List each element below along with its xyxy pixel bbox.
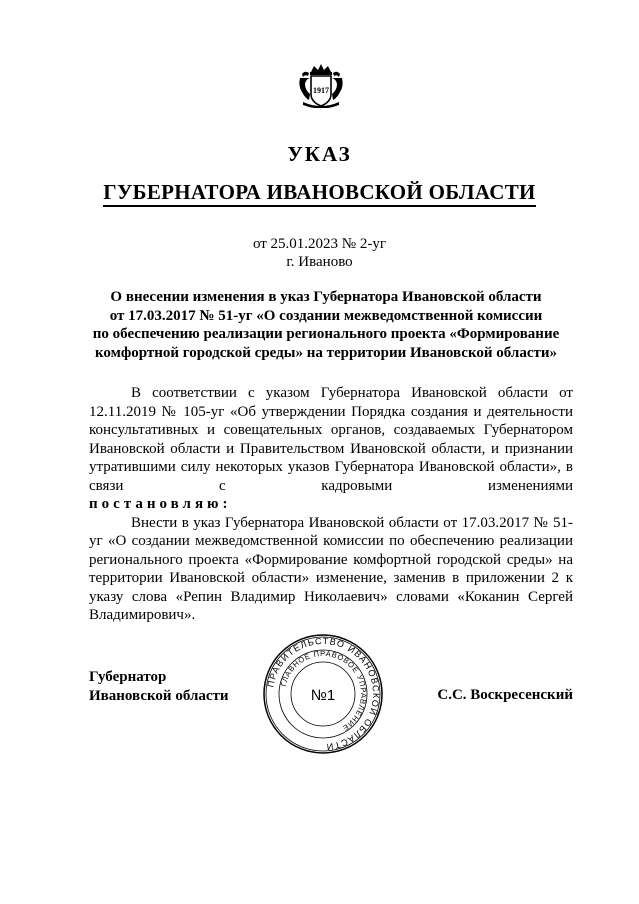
emblem-year: 1917 bbox=[313, 86, 329, 95]
coat-of-arms-emblem bbox=[297, 64, 345, 108]
subject-line: О внесении изменения в указ Губернатора Ивановской области bbox=[110, 289, 542, 305]
stamp-outer-text: ПРАВИТЕЛЬСТВО ИВАНОВСКОЙ ОБЛАСТИ bbox=[265, 635, 382, 753]
subject-line: от 17.03.2017 № 51-уг «О создании межведомственной комиссии bbox=[109, 307, 543, 324]
issuer-heading-text: ГУБЕРНАТОРА ИВАНОВСКОЙ ОБЛАСТИ bbox=[103, 180, 535, 207]
decree-body bbox=[89, 384, 573, 625]
subject-line: по обеспечению реализации регионального проекта «Формирование bbox=[92, 326, 560, 342]
stamp-inner-text: ГЛАВНОЕ ПРАВОВОЕ УПРАВЛЕНИЕ bbox=[278, 648, 369, 734]
subject-line: комфортной городской среды» на территории Ивановской области» bbox=[94, 344, 558, 361]
place: г. Иваново bbox=[286, 254, 353, 270]
preamble-paragraph: В соответствии с указом Губернатора Ивановской области от 12.11.2019 № 105-уг «Об утверждении Порядка создания и деятельности консультативных и совещательных органов, создаваемых Губернатором Ивановской области и Правительством Ивановской области, и признании утратившими силу некоторых указов Губернатора Ивановской области», в связи с кадровыми изменениями bbox=[89, 385, 573, 494]
decree-word-paragraph bbox=[89, 495, 573, 514]
decree-word: постановляю: bbox=[89, 496, 232, 512]
document-type-heading: УКАЗ bbox=[287, 142, 352, 166]
date-and-number: от 25.01.2023 № 2-уг bbox=[252, 236, 387, 252]
position-line: Губернатор bbox=[89, 669, 167, 685]
issuer-heading bbox=[0, 180, 639, 205]
decree-subject bbox=[86, 288, 566, 362]
stamp-number: №1 bbox=[310, 687, 336, 704]
signatory-position bbox=[89, 668, 229, 706]
position-line: Ивановской области bbox=[89, 688, 229, 704]
official-stamp bbox=[262, 633, 384, 755]
signatory-name: С.С. Воскресенский bbox=[437, 687, 573, 703]
operative-paragraph: Внести в указ Губернатора Ивановской области от 17.03.2017 № 51-уг «О создании межведомственной комиссии по обеспечению реализации регионального проекта «Формирование комфортной городской среды» на территории Ивановской области» изменение, заменив в приложении 2 к указу слова «Репин Владимир Николаевич» словами «Коканин Сергей Владимирович». bbox=[89, 514, 573, 623]
